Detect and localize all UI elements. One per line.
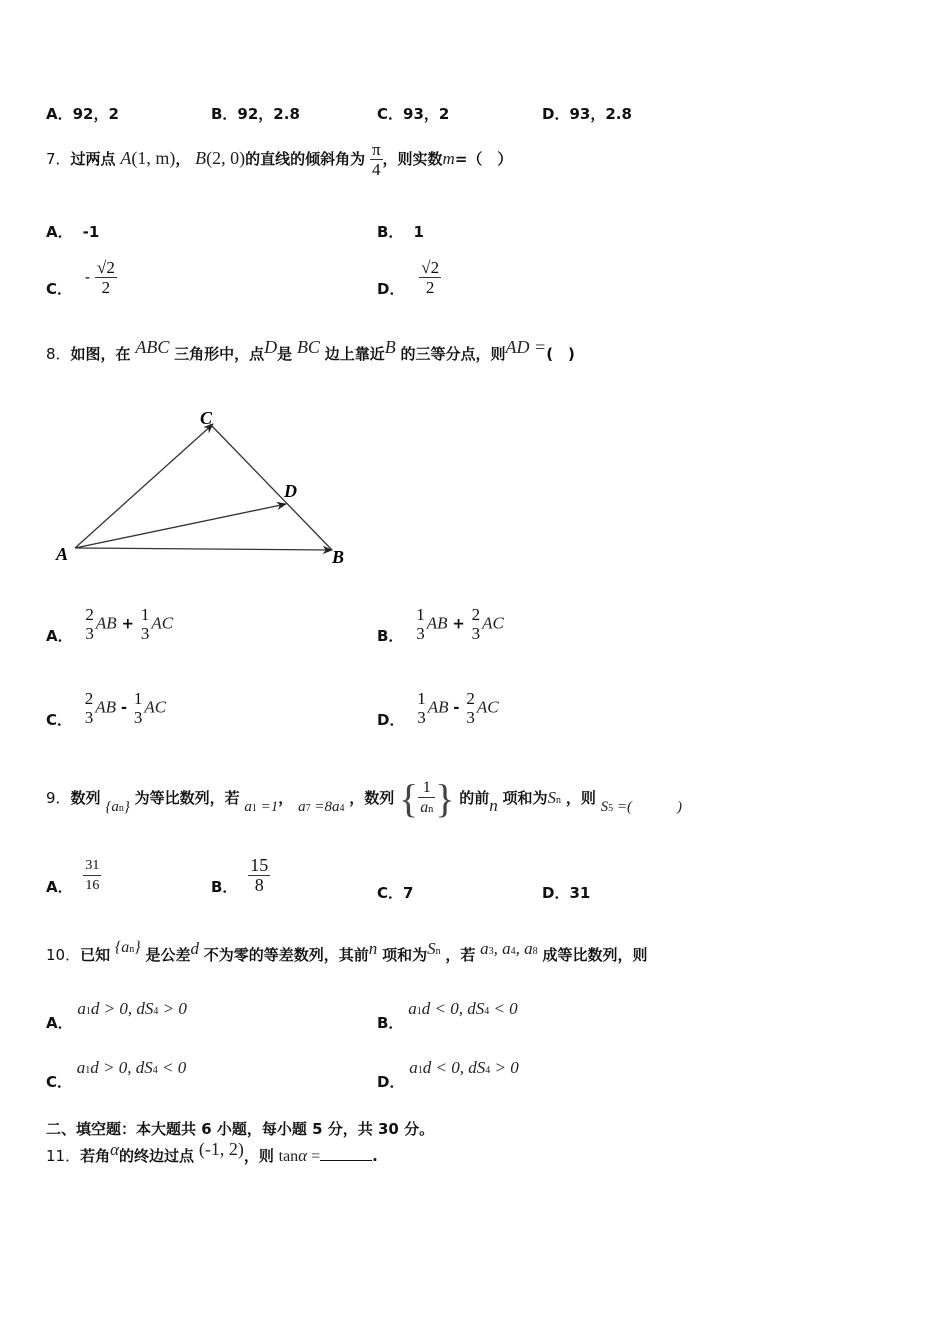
q7-c-fraction: $\frac{√2}{2}$: [97, 258, 115, 297]
label-c: C: [200, 408, 213, 428]
q11-answer-blank: [320, 1146, 372, 1161]
q6-option-d: D．93，2.8: [542, 105, 632, 123]
q7-option-c: C． - $\frac{√2}{2}$: [46, 258, 115, 298]
q9-number: 9．: [46, 789, 71, 807]
q8-option-d: D． 1 3 AB - 2 3 AC: [377, 689, 499, 729]
segment-cb: [210, 424, 332, 550]
q8-stem: 8．如图，在 ABC 三角形中，点D是 BC 边上靠近B 的三等分点，则AD =( ): [46, 337, 575, 363]
q9-stem: 9．数列 {an} 为等比数列，若 a1 =1， a7 =8a4 ，数列 { $\frac{1}{an}$ } 的前n 项和为Sn ，则 S5 =( ): [46, 776, 682, 821]
q10-option-b: B． a1d < 0, dS4 < 0: [377, 999, 518, 1032]
q6-option-b: B．92，2.8: [211, 105, 300, 123]
q8-option-c: C． 2 3 AB - 1 3 AC: [46, 689, 167, 729]
q8-number: 8．: [46, 345, 71, 363]
q7-angle-fraction: $\frac{\pi}{4}$: [371, 140, 381, 179]
q10-number: 10．: [46, 946, 81, 964]
q8-triangle-figure: [50, 400, 360, 570]
q11-number: 11．: [46, 1147, 81, 1165]
vector-ad: [75, 504, 286, 548]
section-heading-fill-in: 二、填空题：本大题共 6 小题，每小题 5 分，共 30 分。: [46, 1120, 435, 1138]
q9-option-b: B． $\frac{15}{8}$: [211, 855, 269, 896]
q10-option-d: D． a1d < 0, dS4 > 0: [377, 1058, 519, 1091]
label-d: D: [284, 481, 297, 501]
q11-stem: 11．若角α的终边过点 (-1, 2)，则 tanα = .: [46, 1139, 378, 1165]
q8-option-b: B． 1 3 AB + 2 3 AC: [377, 605, 504, 645]
q7-option-a: A． -1: [46, 223, 100, 241]
q10-stem: 10．已知 {an} 是公差d 不为零的等差数列，其前n 项和为Sn ，若 a3, a4, a8 成等比数列，则: [46, 939, 648, 964]
label-a: A: [56, 544, 69, 564]
q6-option-c: C．93，2: [377, 105, 450, 123]
vector-ab: [75, 548, 332, 550]
q9-option-a: A． $\frac{31}{16}$: [46, 858, 100, 896]
q6-option-a: A．92，2: [46, 105, 119, 123]
label-b: B: [332, 547, 345, 567]
q7-stem: 7．过两点 A(1, m)， B(2, 0)的直线的倾斜角为 $\frac{\pi}{4}$ ，则实数m=（ ）: [46, 140, 513, 179]
q7-option-d: D． $\frac{√2}{2}$: [377, 258, 440, 298]
q9-option-d: D．31: [542, 884, 591, 902]
q10-option-c: C． a1d > 0, dS4 < 0: [46, 1058, 187, 1091]
q10-option-a: A． a1d > 0, dS4 > 0: [46, 999, 187, 1032]
q7-option-b: B． 1: [377, 223, 424, 241]
q7-number: 7．: [46, 150, 71, 168]
vector-ac: [75, 424, 213, 548]
q8-option-a: A． 2 3 AB + 1 3 AC: [46, 605, 174, 645]
q9-option-c: C．7: [377, 884, 414, 902]
q7-d-fraction: $\frac{√2}{2}$: [421, 258, 440, 297]
